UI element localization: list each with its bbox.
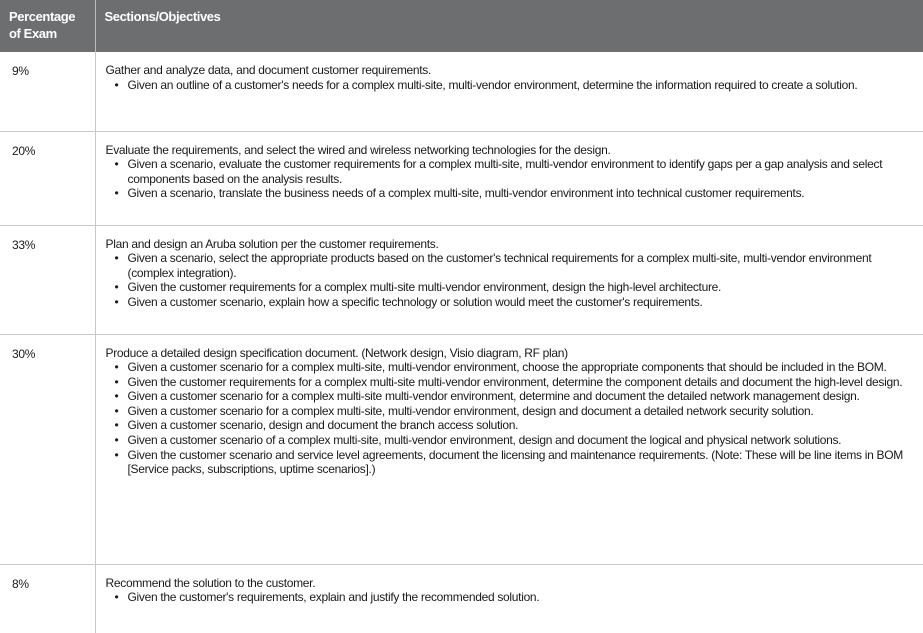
objective-item: • Given a customer scenario for a complex multi-site, multi-vendor environment, design and document a detailed network security solution. <box>128 404 914 419</box>
percentage-cell: 33% <box>0 225 95 334</box>
percentage-cell: 20% <box>0 131 95 225</box>
table-row <box>0 334 923 564</box>
table-row <box>0 131 923 225</box>
percentage-cell: 9% <box>0 52 95 131</box>
objectives-cell <box>95 334 923 564</box>
header-sections: Sections/Objectives <box>95 0 923 52</box>
objective-list <box>106 251 914 309</box>
objective-list <box>106 360 914 477</box>
objective-item: • Given a scenario, evaluate the customer requirements for a complex multi-site, multi-vendor environment to identify gaps per a gap analysis and select components based on the analysis results. <box>128 157 914 186</box>
objectives-cell <box>95 564 923 633</box>
objective-list <box>106 78 914 93</box>
objectives-cell <box>95 225 923 334</box>
header-row <box>0 0 923 52</box>
section-title: Recommend the solution to the customer. <box>105 575 316 590</box>
percentage-cell: 8% <box>0 564 95 633</box>
section-title: Plan and design an Aruba solution per the customer requirements. <box>105 236 439 251</box>
section-title: Produce a detailed design specification document. (Network design, Visio diagram, RF plan) <box>105 345 568 360</box>
objective-item: • Given an outline of a customer's needs for a complex multi-site, multi-vendor environment, determine the information required to create a solution. <box>128 78 914 93</box>
objective-item: • Given a customer scenario, explain how a specific technology or solution would meet the customer's requirements. <box>128 295 914 310</box>
objective-item: • Given a scenario, select the appropriate products based on the customer's technical requirements for a complex multi-site, multi-vendor environment (complex integration). <box>128 251 914 280</box>
table-row <box>0 564 923 633</box>
section-title: Evaluate the requirements, and select the wired and wireless networking technologies for the design. <box>105 142 611 157</box>
table-row <box>0 52 923 131</box>
objective-item: • Given a customer scenario, design and document the branch access solution. <box>128 418 914 433</box>
header-percentage: Percentage of Exam <box>0 0 95 52</box>
percentage-cell: 30% <box>0 334 95 564</box>
objective-item: • Given a customer scenario of a complex multi-site, multi-vendor environment, design and document the logical and physical network solutions. <box>128 433 914 448</box>
objective-item: • Given a customer scenario for a complex multi-site, multi-vendor environment, choose the appropriate components that should be included in the BOM. <box>128 360 914 375</box>
objective-list <box>106 590 914 605</box>
objectives-cell <box>95 52 923 131</box>
objective-item: • Given a scenario, translate the business needs of a complex multi-site, multi-vendor environment into technical customer requirements. <box>128 186 914 201</box>
objective-item: • Given the customer requirements for a complex multi-site multi-vendor environment, determine the component details and document the high-level design. <box>128 375 914 390</box>
objective-item: • Given the customer requirements for a complex multi-site multi-vendor environment, design the high-level architecture. <box>128 280 914 295</box>
section-title: Gather and analyze data, and document customer requirements. <box>105 63 432 77</box>
objective-item: • Given the customer scenario and service level agreements, document the licensing and maintenance requirements. (Note: These will be line items in BOM [Service packs, subscriptions, uptime scenarios].) <box>128 448 914 477</box>
objective-item: • Given a customer scenario for a complex multi-site multi-vendor environment, determine and document the detailed network management design. <box>128 389 914 404</box>
objectives-cell <box>95 131 923 225</box>
table-row <box>0 225 923 334</box>
objective-item: • Given the customer's requirements, explain and justify the recommended solution. <box>128 590 914 605</box>
objective-list <box>106 157 914 201</box>
